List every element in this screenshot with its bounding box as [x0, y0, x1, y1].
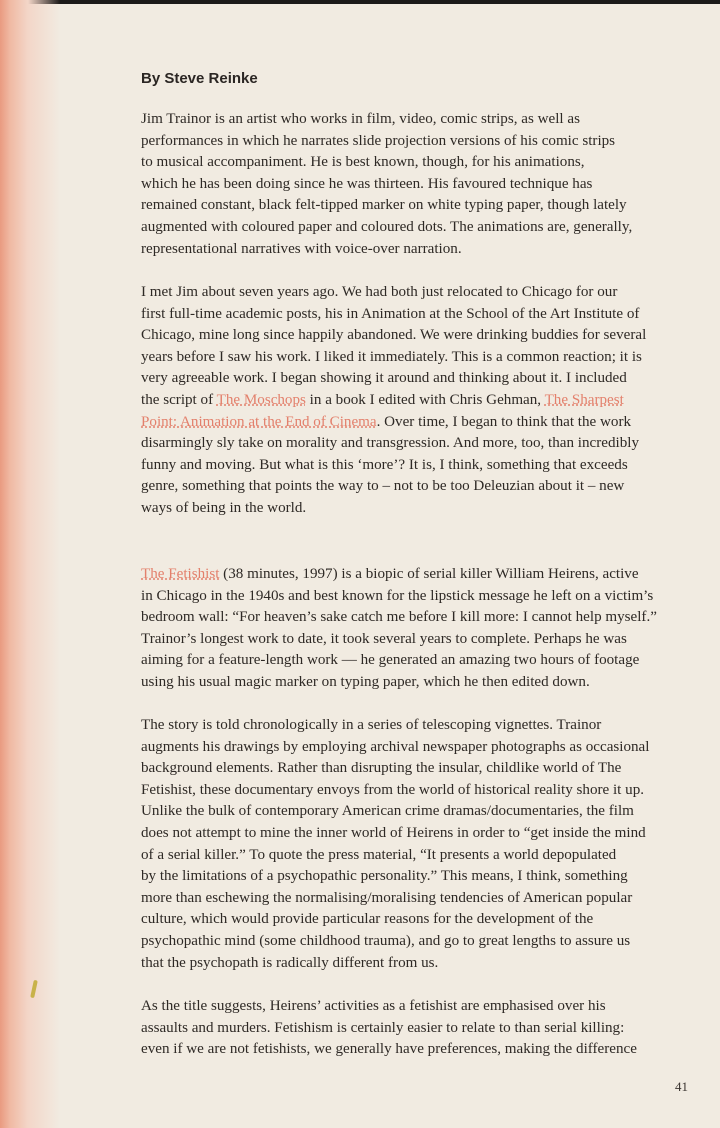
- text-line: Trainor’s longest work to date, it took several years to complete. Perhaps he was: [141, 630, 627, 647]
- text-line: Unlike the bulk of contemporary American crime dramas/documentaries, the film: [141, 803, 634, 820]
- text-line: funny and moving. But what is this ‘more’? It is, I think, something that exceeds: [141, 456, 628, 473]
- page-number: 41: [675, 1079, 688, 1094]
- text-line: in Chicago in the 1940s and best known for the lipstick message he left on a victim’s: [141, 587, 654, 604]
- text-line: assaults and murders. Fetishism is certainly easier to relate to than serial killing:: [141, 1019, 625, 1036]
- text-line: does not attempt to mine the inner world of Heirens in order to “get inside the mind: [141, 824, 646, 841]
- text-line: performances in which he narrates slide projection versions of his comic strips: [141, 132, 616, 149]
- text-line: by the limitations of a psychopathic personality.” This means, I think, something: [141, 868, 628, 885]
- text-line: more than eschewing the normalising/moralising tendencies of American popular: [141, 889, 633, 906]
- text-segment: in a book I edited with Chris Gehman,: [305, 391, 545, 408]
- text-line: representational narratives with voice-over narration.: [141, 240, 462, 257]
- text-line: which he has been doing since he was thirteen. His favoured technique has: [141, 175, 593, 192]
- text-line: Jim Trainor is an artist who works in film, video, comic strips, as well as: [141, 111, 580, 127]
- text-line: first full-time academic posts, his in Animation at the School of the Art Institute of: [141, 305, 640, 322]
- text-line: disarmingly sly take on morality and transgression. And more, too, than incredibly: [141, 435, 640, 452]
- page-binding-shadow: [0, 0, 60, 1128]
- link-the-fetishist[interactable]: The Fetishist: [141, 566, 220, 582]
- byline: By Steve Reinke: [141, 70, 258, 87]
- text-line: years before I saw his work. I liked it immediately. This is a common reaction; it is: [141, 348, 642, 365]
- paragraph-5: [141, 996, 689, 1061]
- text-segment: (38 minutes, 1997) is a biopic of serial killer William Heirens, active: [219, 566, 639, 582]
- text-segment: the script of: [141, 391, 217, 408]
- text-line: ways of being in the world.: [141, 499, 307, 516]
- link-the-moschops[interactable]: The Moschops: [216, 391, 306, 408]
- text-line: Fetishist, these documentary envoys from the world of historical reality shore it up.: [141, 781, 645, 798]
- paragraph-2: [141, 282, 689, 520]
- text-line: very agreeable work. I began showing it around and thinking about it. I included: [141, 370, 627, 387]
- text-line: culture, which would provide particular reasons for the development of the: [141, 911, 594, 928]
- text-line-with-links: [141, 390, 689, 412]
- text-line: bedroom wall: “For heaven’s sake catch me before I kill more: I cannot help myself.”: [141, 609, 657, 626]
- text-line: As the title suggests, Heirens’ activities as a fetishist are emphasised over his: [141, 998, 606, 1014]
- text-line-with-links: [141, 412, 689, 434]
- text-segment: . Over time, I began to think that the work: [376, 413, 632, 430]
- text-line: psychopathic mind (some childhood trauma), and go to great lengths to assure us: [141, 932, 631, 949]
- text-line: to musical accompaniment. He is best known, though, for his animations,: [141, 154, 585, 171]
- text-line: that the psychopath is radically different from us.: [141, 954, 439, 971]
- text-line: augments his drawings by employing archival newspaper photographs as occasional: [141, 738, 650, 755]
- link-the-sharpest-point[interactable]: The Sharpest: [544, 391, 624, 408]
- text-line: of a serial killer.” To quote the press material, “It presents a world depopulated: [141, 846, 617, 863]
- text-line: The story is told chronologically in a series of telescoping vignettes. Trainor: [141, 717, 602, 733]
- text-line: Chicago, mine long since happily abandoned. We were drinking buddies for several: [141, 327, 647, 344]
- text-line: using his usual magic marker on typing paper, which he then edited down.: [141, 673, 590, 690]
- text-line: I met Jim about seven years ago. We had both just relocated to Chicago for our: [141, 284, 618, 300]
- text-line: genre, something that points the way to – not to be too Deleuzian about it – new: [141, 478, 625, 495]
- top-edge: [0, 0, 720, 4]
- text-line: background elements. Rather than disrupting the insular, childlike world of The: [141, 760, 622, 777]
- text-line: remained constant, black felt-tipped marker on white typing paper, though lately: [141, 197, 627, 214]
- paragraph-3: [141, 564, 689, 694]
- link-the-sharpest-point-cont[interactable]: Point: Animation at the End of Cinema: [141, 413, 377, 430]
- text-line: even if we are not fetishists, we generally have preferences, making the difference: [141, 1041, 637, 1058]
- paragraph-4: [141, 715, 689, 974]
- text-line: aiming for a feature-length work — he generated an amazing two hours of footage: [141, 652, 640, 669]
- text-line: augmented with coloured paper and coloured dots. The animations are, generally,: [141, 218, 633, 235]
- text-line-with-links: [141, 564, 689, 586]
- paragraph-1: [141, 109, 689, 260]
